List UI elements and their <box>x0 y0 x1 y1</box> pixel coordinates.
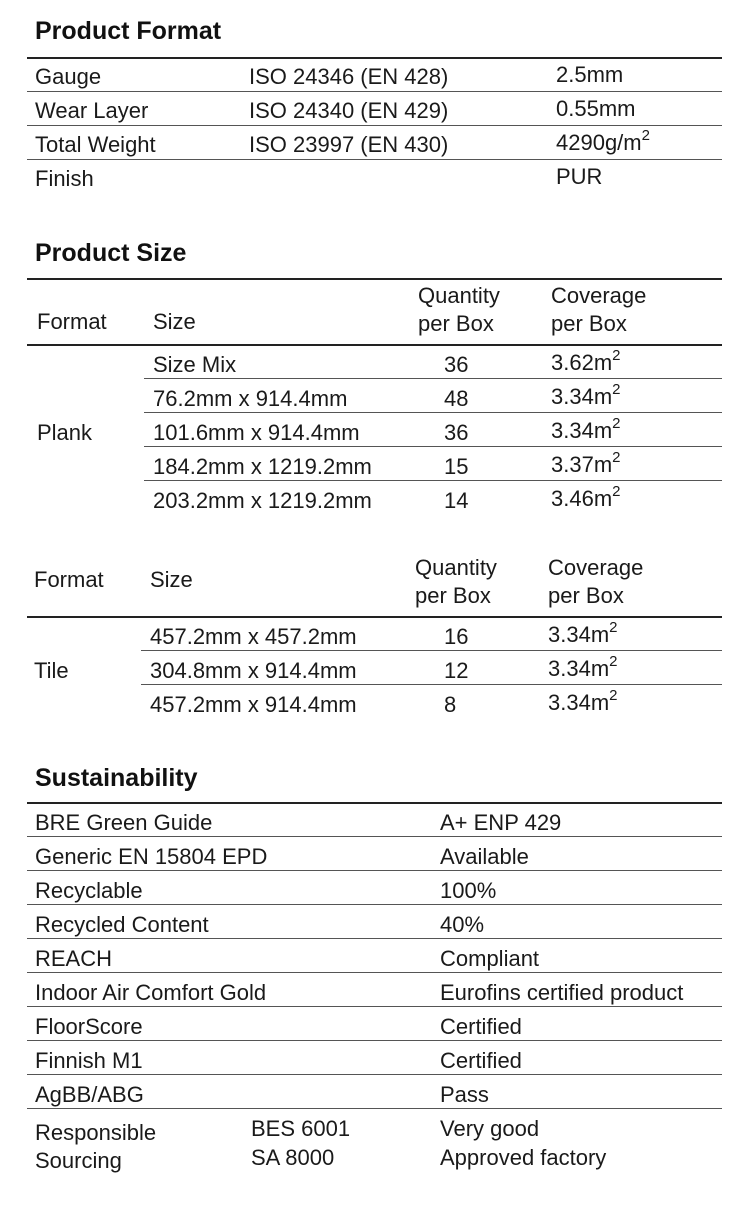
sustainability-label: FloorScore <box>35 1014 143 1039</box>
sustainability-value: Pass <box>440 1082 489 1107</box>
qty-cell: 36 <box>444 420 469 445</box>
size-cell: 184.2mm x 1219.2mm <box>153 454 372 479</box>
sourcing-standard: BES 6001 <box>251 1116 351 1141</box>
size-cell: Size Mix <box>153 352 237 377</box>
sustainability-value: Available <box>440 844 529 869</box>
coverage-cell: $3.34m^2$ <box>551 414 621 443</box>
divider <box>27 938 722 939</box>
sustainability-value: A+ ENP 429 <box>440 810 562 835</box>
coverage-cell: $3.62m^2$ <box>551 346 621 375</box>
format-label: Finish <box>35 166 94 191</box>
divider <box>141 650 722 651</box>
coverage-cell: $3.34m^2$ <box>548 652 618 681</box>
size-cell: 76.2mm x 914.4mm <box>153 386 348 411</box>
sustainability-label: Responsible <box>35 1120 157 1145</box>
col-header-coverage: per Box <box>548 583 624 608</box>
sustainability-label: Recyclable <box>35 878 143 903</box>
format-cell-tile: Tile <box>34 658 69 683</box>
qty-cell: 16 <box>444 624 469 649</box>
format-standard: ISO 23997 (EN 430) <box>249 132 449 157</box>
divider <box>27 344 722 346</box>
product-size-heading: Product Size <box>35 239 187 267</box>
divider <box>27 159 722 160</box>
divider <box>27 870 722 871</box>
coverage-cell: $3.34m^2$ <box>548 686 618 715</box>
sourcing-standard: SA 8000 <box>251 1145 335 1170</box>
divider <box>27 616 722 618</box>
col-header-format: Format <box>34 567 104 592</box>
format-cell-plank: Plank <box>37 420 93 445</box>
format-value: PUR <box>556 164 603 189</box>
sustainability-value: Certified <box>440 1048 522 1073</box>
qty-cell: 8 <box>444 692 457 717</box>
sustainability-label: Recycled Content <box>35 912 209 937</box>
qty-cell: 36 <box>444 352 469 377</box>
coverage-cell: $3.34m^2$ <box>548 618 618 647</box>
sustainability-label: Finnish M1 <box>35 1048 143 1073</box>
divider <box>144 412 722 413</box>
col-header-quantity: per Box <box>415 583 491 608</box>
size-cell: 203.2mm x 1219.2mm <box>153 488 372 513</box>
sustainability-value: Approved factory <box>440 1145 607 1170</box>
coverage-cell: $3.37m^2$ <box>551 448 621 477</box>
divider <box>27 125 722 126</box>
coverage-cell: $3.46m^2$ <box>551 482 621 511</box>
divider <box>144 480 722 481</box>
divider <box>27 836 722 837</box>
divider <box>144 378 722 379</box>
sustainability-value: Eurofins certified product <box>440 980 684 1005</box>
qty-cell: 12 <box>444 658 469 683</box>
sustainability-value: 100% <box>440 878 497 903</box>
sustainability-label: Sourcing <box>35 1148 122 1173</box>
sustainability-value: Certified <box>440 1014 522 1039</box>
divider <box>27 972 722 973</box>
sustainability-label: Generic EN 15804 EPD <box>35 844 268 869</box>
divider <box>27 278 722 280</box>
col-header-coverage: per Box <box>551 311 627 336</box>
sustainability-value: Compliant <box>440 946 540 971</box>
product-format-heading: Product Format <box>35 17 222 45</box>
sustainability-value: 40% <box>440 912 485 937</box>
divider <box>27 1006 722 1007</box>
sustainability-value: Very good <box>440 1116 540 1141</box>
sustainability-label: BRE Green Guide <box>35 810 213 835</box>
format-label: Total Weight <box>35 132 156 157</box>
divider <box>141 684 722 685</box>
size-cell: 457.2mm x 457.2mm <box>150 624 357 649</box>
col-header-quantity: Quantity <box>415 555 497 580</box>
format-value: 2.5mm <box>556 62 624 87</box>
divider <box>27 57 722 59</box>
format-label: Gauge <box>35 64 102 89</box>
format-label: Wear Layer <box>35 98 149 123</box>
divider <box>27 904 722 905</box>
sustainability-heading: Sustainability <box>35 764 198 792</box>
qty-cell: 48 <box>444 386 469 411</box>
size-cell: 457.2mm x 914.4mm <box>150 692 357 717</box>
col-header-coverage: Coverage <box>548 555 644 580</box>
format-standard: ISO 24346 (EN 428) <box>249 64 449 89</box>
format-value: $4290g/m^2$ <box>556 126 650 155</box>
sustainability-label: AgBB/ABG <box>35 1082 144 1107</box>
sustainability-label: Indoor Air Comfort Gold <box>35 980 267 1005</box>
divider <box>27 1040 722 1041</box>
col-header-size: Size <box>153 309 196 334</box>
col-header-format: Format <box>37 309 107 334</box>
size-cell: 101.6mm x 914.4mm <box>153 420 360 445</box>
coverage-cell: $3.34m^2$ <box>551 380 621 409</box>
col-header-quantity: per Box <box>418 311 494 336</box>
qty-cell: 15 <box>444 454 469 479</box>
col-header-coverage: Coverage <box>551 283 647 308</box>
col-header-size: Size <box>150 567 193 592</box>
divider <box>27 802 722 804</box>
size-cell: 304.8mm x 914.4mm <box>150 658 357 683</box>
qty-cell: 14 <box>444 488 469 513</box>
divider <box>27 1108 722 1109</box>
divider <box>27 91 722 92</box>
divider <box>27 1074 722 1075</box>
sustainability-label: REACH <box>35 946 113 971</box>
col-header-quantity: Quantity <box>418 283 500 308</box>
format-value: 0.55mm <box>556 96 636 121</box>
format-standard: ISO 24340 (EN 429) <box>249 98 449 123</box>
divider <box>144 446 722 447</box>
